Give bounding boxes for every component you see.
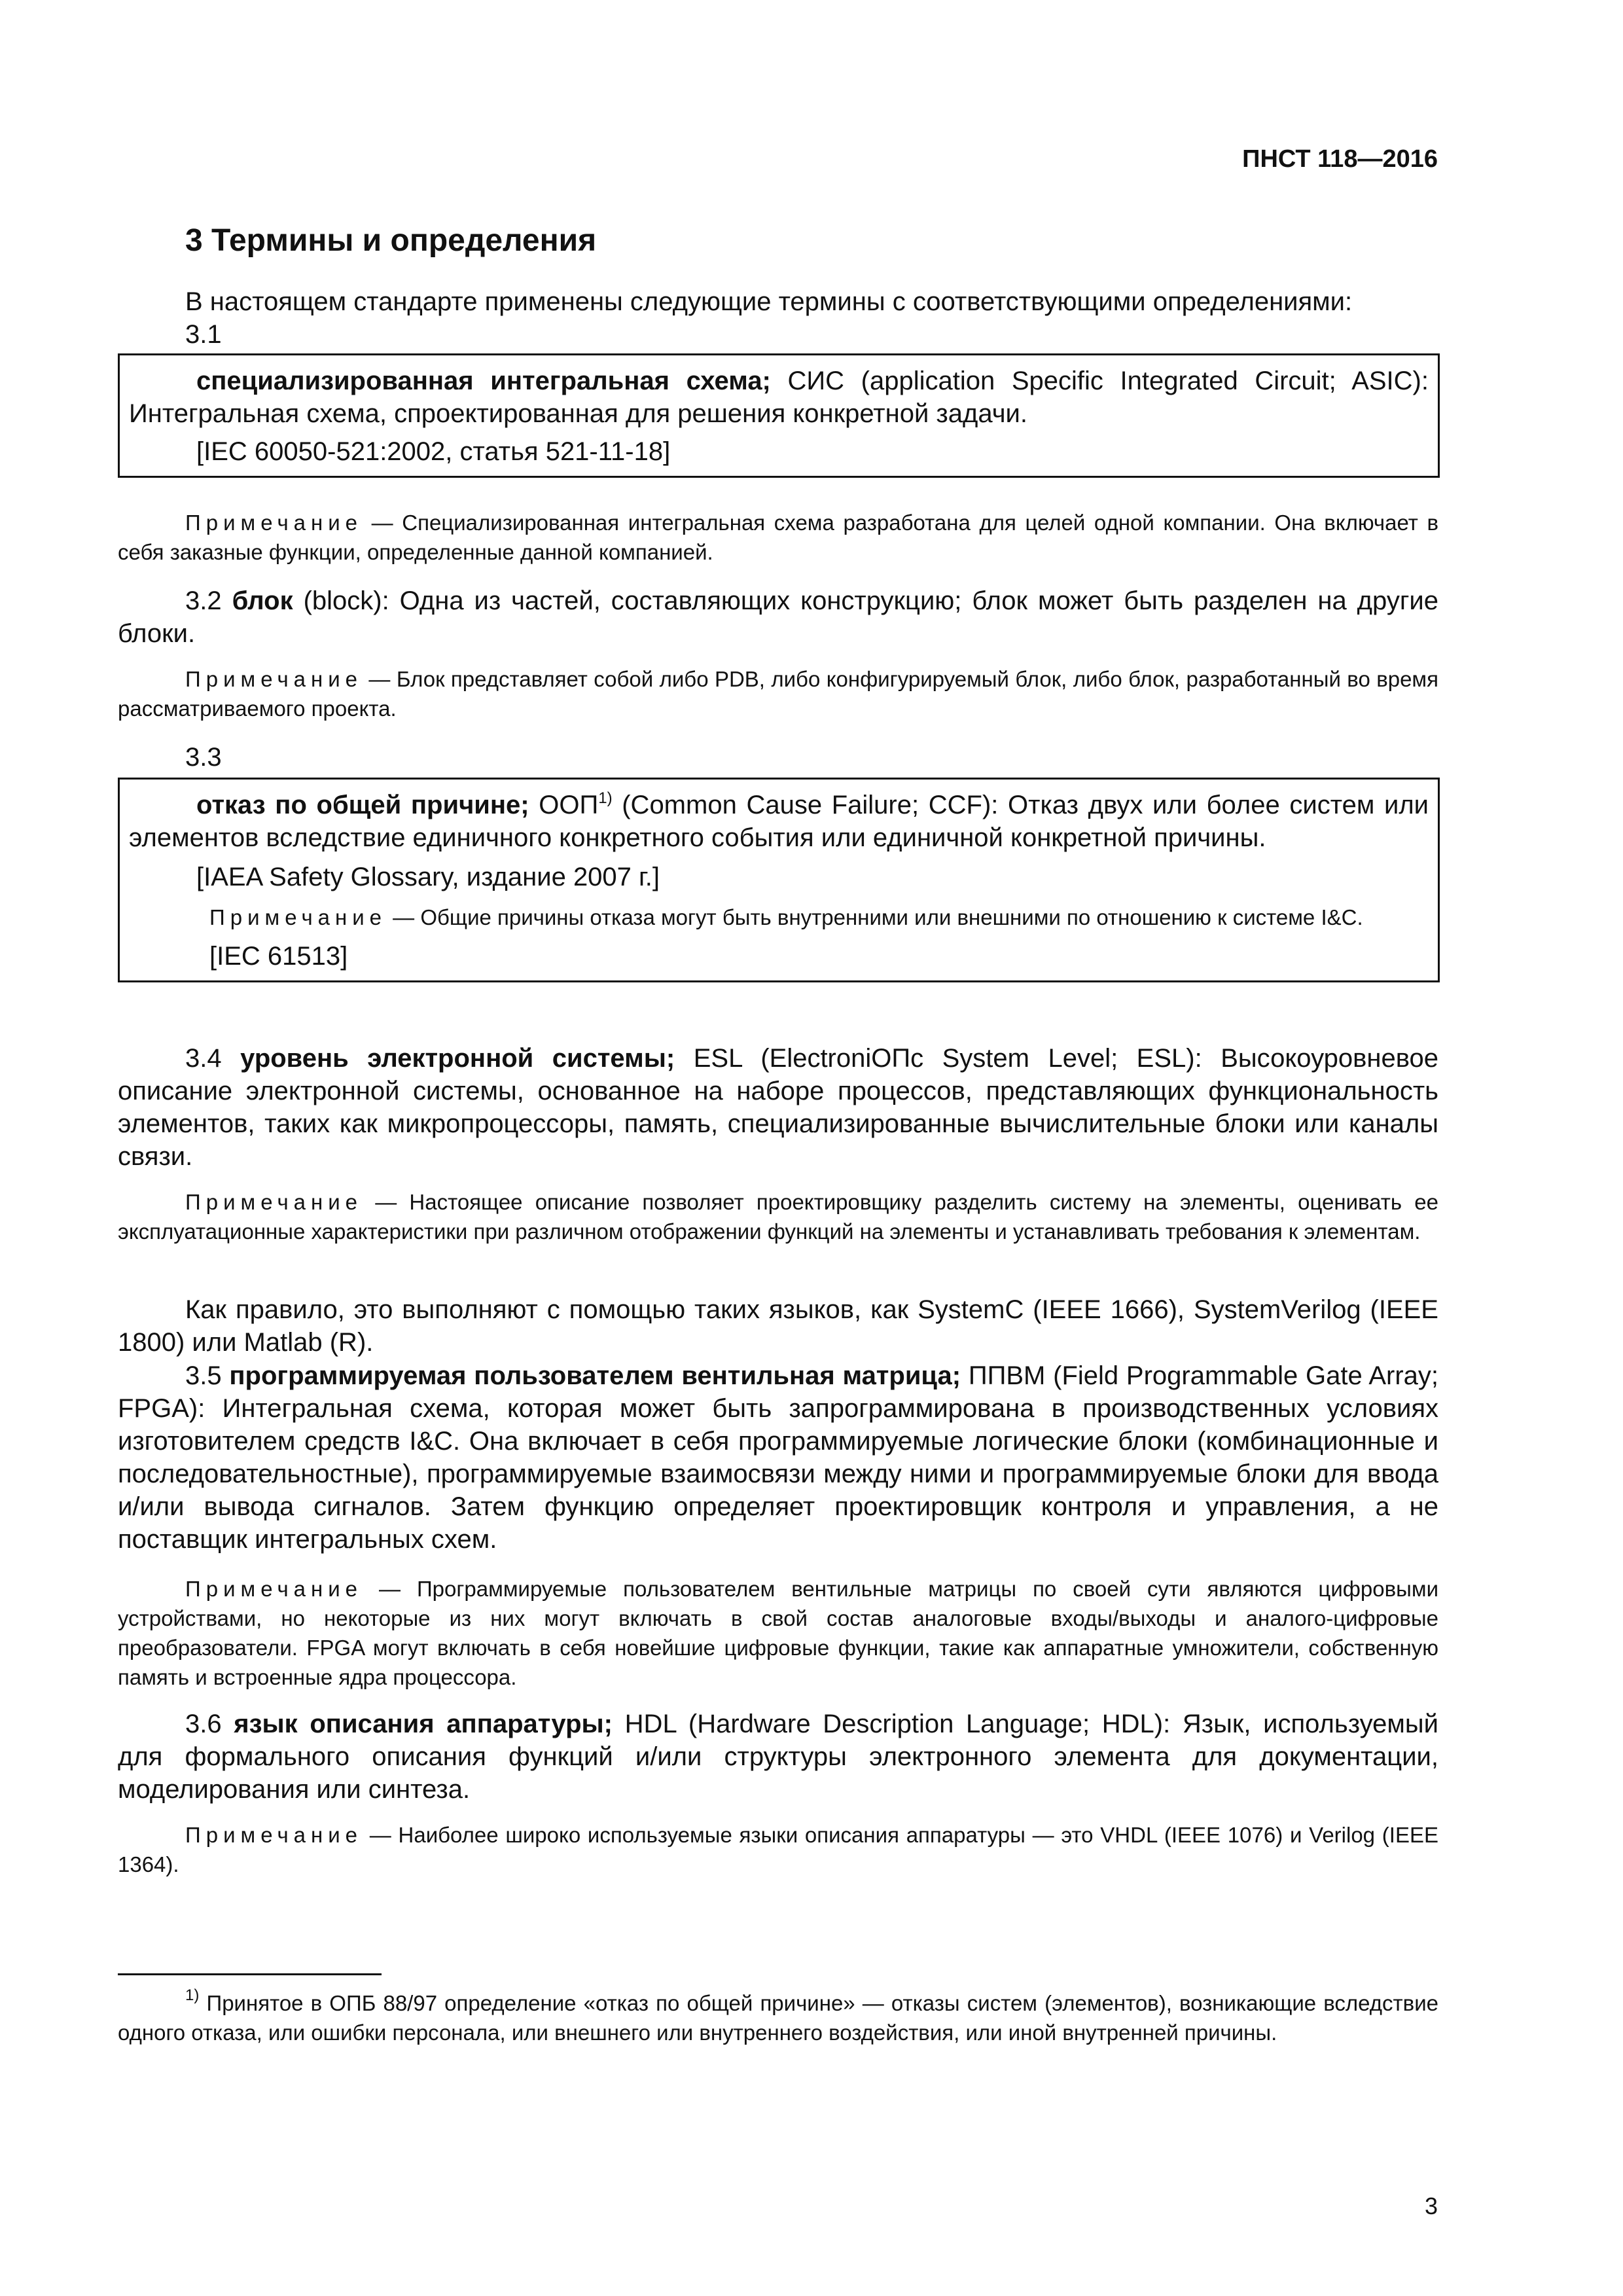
term-3-3-name: отказ по общей причине;: [196, 791, 529, 819]
intro-block: [118, 285, 1438, 351]
term-3-2-text: (block): Одна из частей, составляющих конструкцию; блок может быть разделен на другие блоки.: [118, 586, 1438, 648]
note-3-2-text: — Блок представляет собой либо PDB, либо конфигурируемый блок, либо блок, разработанный во время рассматриваемого проекта.: [118, 667, 1438, 721]
term-3-5: [118, 1359, 1438, 1556]
note-label: Примечание: [185, 667, 363, 691]
term-3-4-name: уровень электронной системы;: [240, 1044, 675, 1073]
term-3-2: [118, 584, 1438, 650]
page-number: 3: [1424, 2193, 1438, 2219]
term-3-6: [118, 1708, 1438, 1806]
document-id: ПНСТ 118—2016: [1242, 145, 1438, 173]
term-3-3-definition: [129, 789, 1429, 854]
note-3-3-source: [IEC 61513]: [209, 942, 348, 971]
section-title: 3 Термины и определения: [185, 223, 597, 258]
term-3-3-text: (Common Cause Failure; CCF): Отказ двух или более систем или элементов вследствие единичного конкретного события или единичной конкретной причины.: [129, 791, 1429, 852]
term-3-4-number: 3.4: [185, 1044, 241, 1073]
note-label: Примечание: [185, 511, 363, 535]
term-3-6-number: 3.6: [185, 1710, 234, 1738]
term-3-2-number: 3.2: [185, 586, 232, 615]
note-3-3: [129, 903, 1429, 932]
term-3-3-source: [IAEA Safety Glossary, издание 2007 г.]: [196, 863, 660, 891]
note-3-5: [118, 1574, 1438, 1692]
note-3-2: [118, 664, 1438, 723]
footnote-divider: [118, 1973, 382, 1975]
term-3-5-number: 3.5: [185, 1361, 230, 1390]
note-3-6: [118, 1820, 1438, 1879]
term-number-3-3-wrap: [118, 741, 1438, 774]
term-box-3-1: [118, 353, 1440, 478]
term-3-5-text: ППВМ (Field Programmable Gate Array; FPGA): Интегральная схема, которая может быть запрограммирована в производственных условиях изготовителем средств I&C. Она включает в себя программируемые логические блоки (комбинационные и последовательностные), программируемые взаимосвязи между ними и программируемые блоки для ввода и/или вывода сигналов. Затем функцию определяет проектировщик контроля и управления, а не поставщик интегральных схем.: [118, 1361, 1439, 1554]
paragraph-3-4-languages: [118, 1293, 1438, 1359]
term-3-4: [118, 1042, 1438, 1173]
note-label: Примечание: [185, 1577, 363, 1601]
term-3-5-name: программируемая пользователем вентильная матрица;: [229, 1361, 961, 1390]
footnote-text: Принятое в ОПБ 88/97 определение «отказ по общей причине» — отказы систем (элементов), возникающие вследствие одного отказа, или ошибки персонала, или внешнего или внутреннего воздействия, или иной внутренней причины.: [118, 1991, 1438, 2045]
note-3-1-text: — Специализированная интегральная схема разработана для целей одной компании. Она включает в себя заказные функции, определенные данной компанией.: [118, 511, 1438, 564]
term-box-3-3: [118, 778, 1440, 982]
term-number-3-1: 3.1: [185, 320, 222, 349]
footnote-mark: 1): [185, 1986, 200, 2004]
term-3-2-name: блок: [232, 586, 293, 615]
note-3-4-text: — Настоящее описание позволяет проектировщику разделить систему на элементы, оценивать ее эксплуатационные характеристики при различном отображении функций на элементы и устанавливать требования к элементам.: [118, 1190, 1438, 1244]
term-3-3-abbr: ООП: [529, 791, 599, 819]
footnote: [118, 1988, 1438, 2047]
note-label: Примечание: [185, 1823, 363, 1847]
term-3-4-text: ESL (ElectroniОПс System Level; ESL): Высокоуровневое описание электронной системы, основанное на наборе процессов, представляющих функциональность элементов, таких как микропроцессоры, память, специализированные вычислительные блоки или каналы связи.: [118, 1044, 1438, 1171]
term-number-3-3: 3.3: [185, 743, 222, 772]
term-3-6-text: HDL (Hardware Description Language; HDL): Язык, используемый для формального описания функций и/или структуры электронного элемента для документации, моделирования или синтеза.: [118, 1710, 1438, 1804]
term-3-1-source: [IEC 60050-521:2002, статья 521-11-18]: [196, 437, 671, 466]
note-3-6-text: — Наиболее широко используемые языки описания аппаратуры — это VHDL (IEEE 1076) и Verilog (IEEE 1364).: [118, 1823, 1438, 1876]
term-3-6-name: язык описания аппаратуры;: [234, 1710, 613, 1738]
footnote-ref-1: 1): [598, 789, 613, 807]
paragraph-3-4-text: Как правило, это выполняют с помощью таких языков, как SystemC (IEEE 1666), SystemVerilog (IEEE 1800) или Matlab (R).: [118, 1295, 1438, 1357]
note-3-4: [118, 1187, 1438, 1246]
intro-text: В настоящем стандарте применены следующие термины с соответствующими определениями:: [185, 287, 1353, 316]
term-3-1-definition: [129, 365, 1429, 430]
term-3-1-text: СИС (application Specific Integrated Circuit; ASIC): Интегральная схема, спроектированная для решения конкретной задачи.: [129, 367, 1429, 428]
note-label: Примечание: [209, 905, 387, 929]
note-3-5-text: — Программируемые пользователем вентильные матрицы по своей сути являются цифровыми устройствами, но некоторые из них могут включать в свой состав аналоговые входы/выходы и аналого-цифровые преобразователи. FPGA могут включать в себя новейшие цифровые функции, такие как аппаратные умножители, собственную память и встроенные ядра процессора.: [118, 1577, 1438, 1689]
term-3-1-name: специализированная интегральная схема;: [196, 367, 771, 395]
note-3-3-text: — Общие причины отказа могут быть внутренними или внешними по отношению к системе I&C.: [387, 905, 1363, 929]
note-3-1: [118, 508, 1438, 567]
note-label: Примечание: [185, 1190, 363, 1214]
